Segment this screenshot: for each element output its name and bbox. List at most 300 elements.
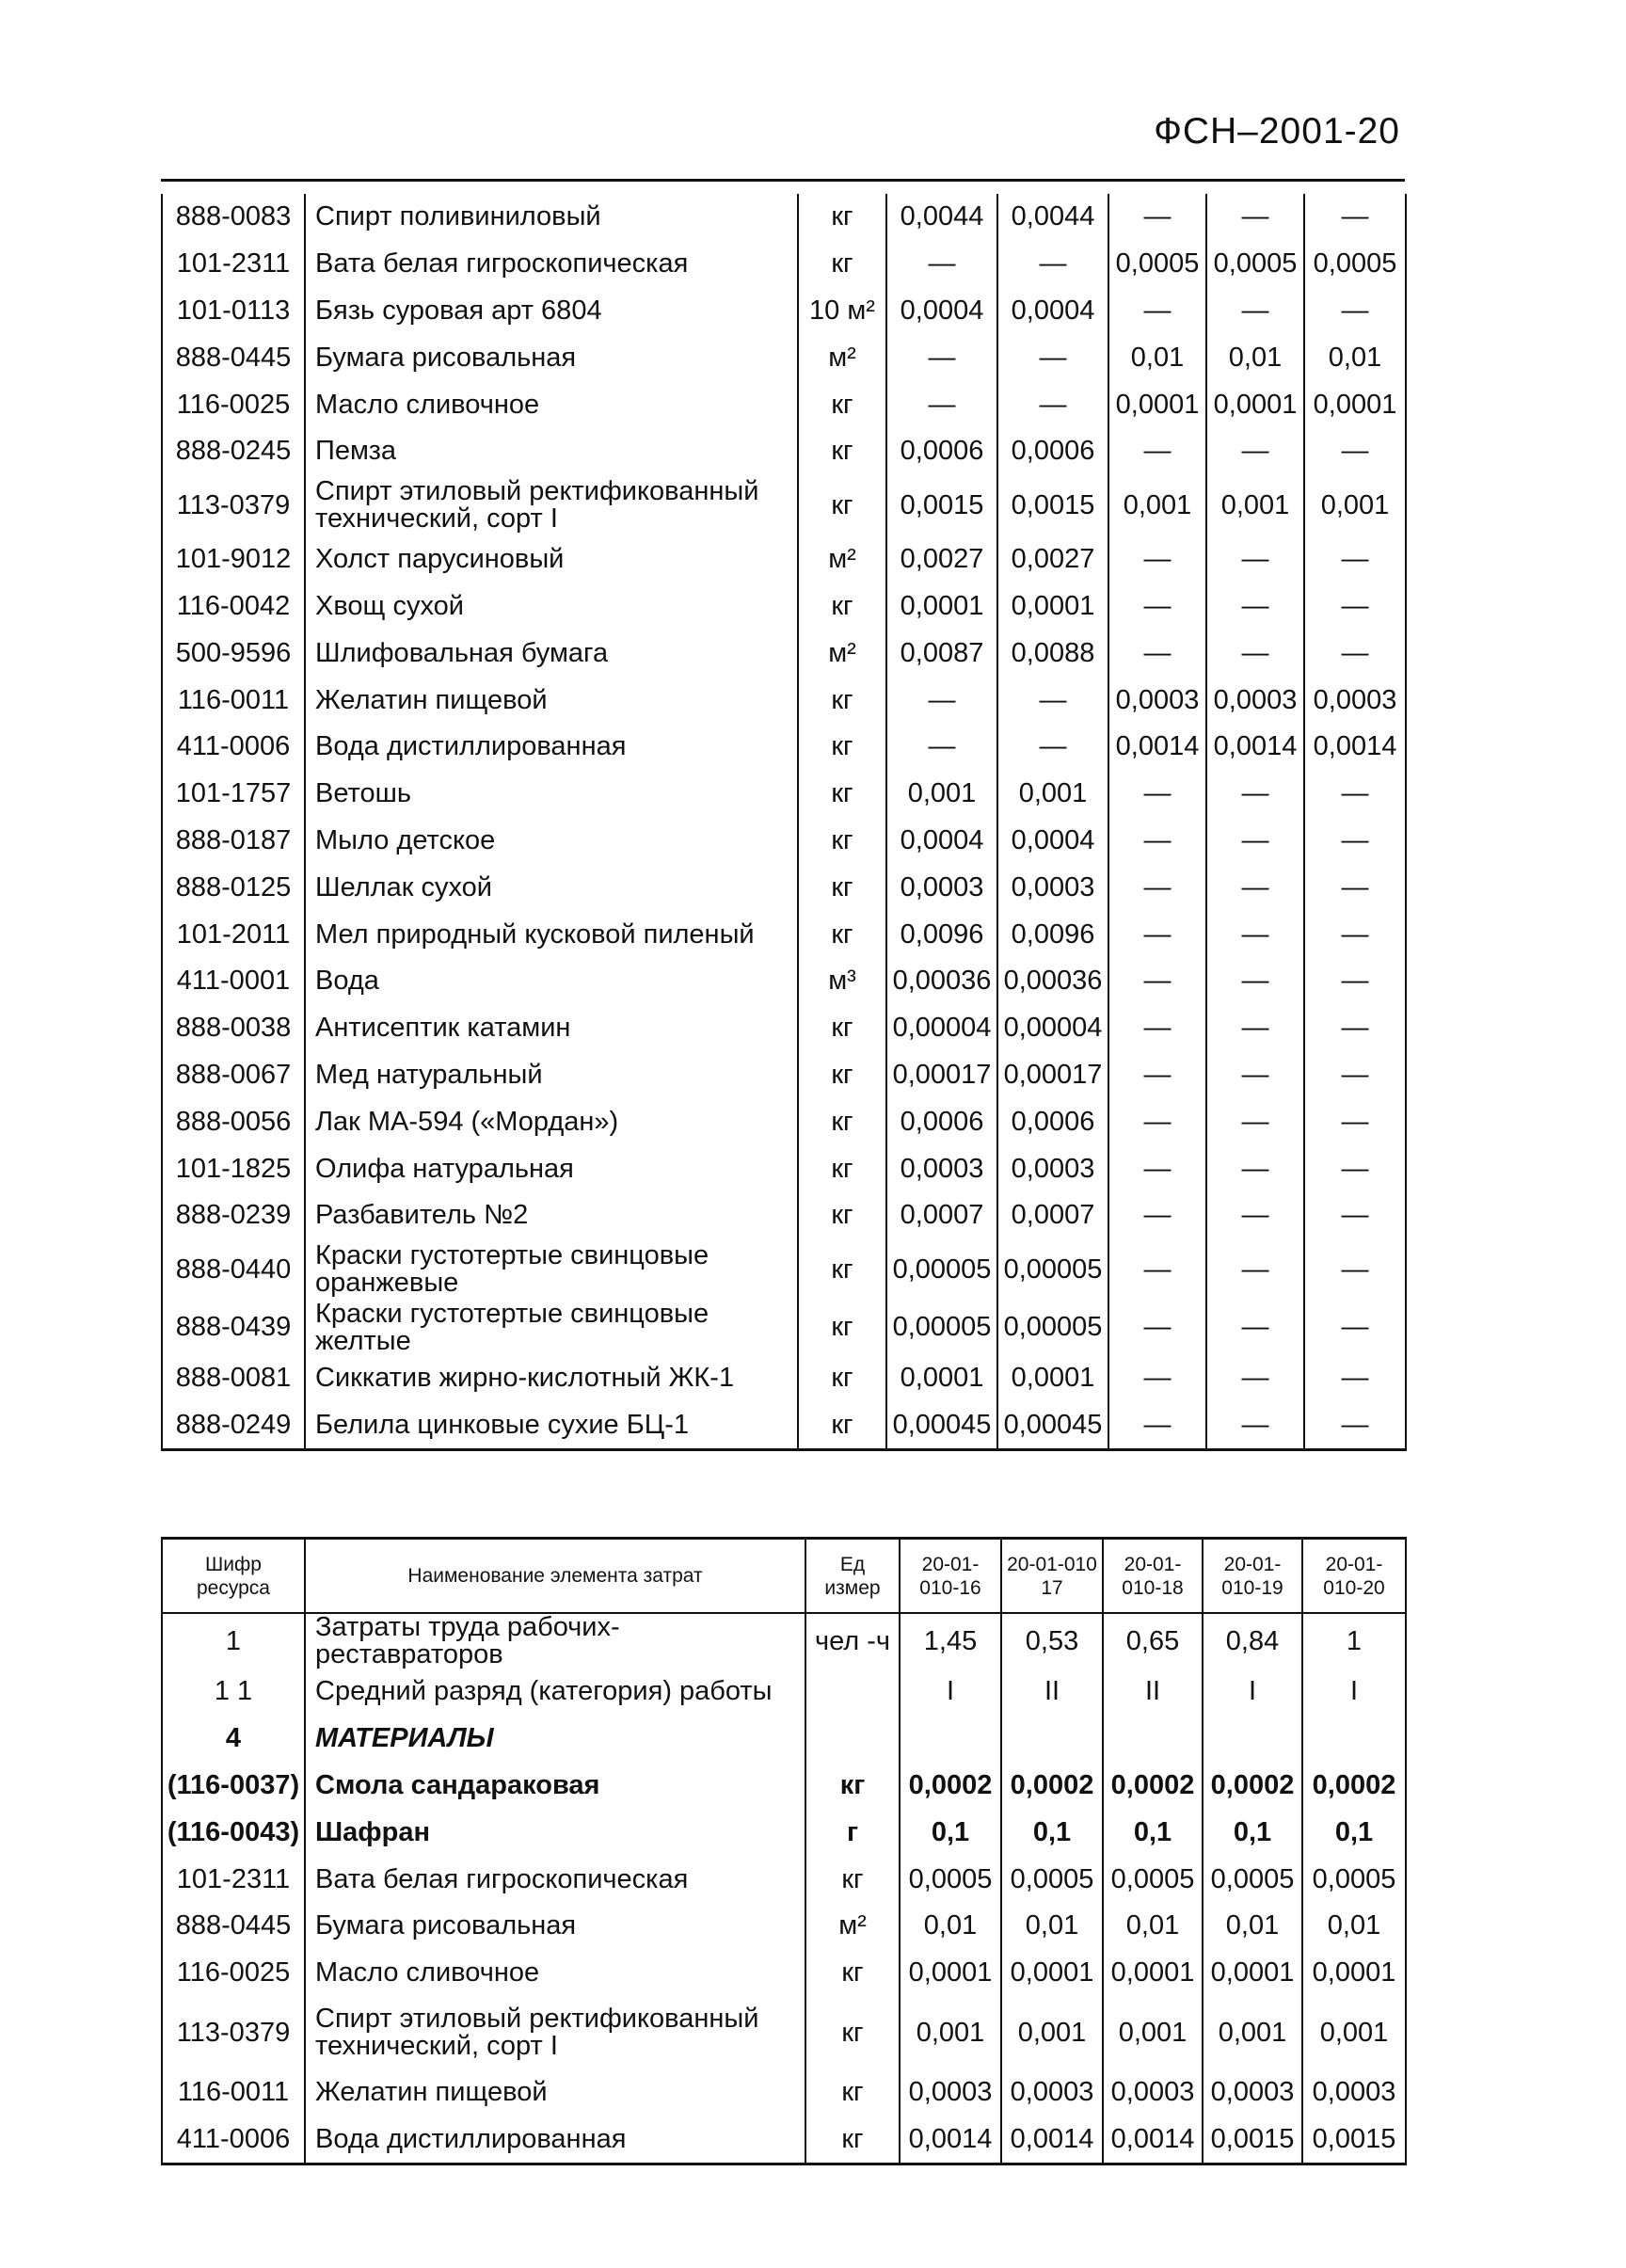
cell-code: 113-0379	[162, 1997, 305, 2069]
cell-value-2: II	[1001, 1669, 1103, 1716]
cell-value-1: 0,0003	[886, 1145, 997, 1192]
cell-unit: м³	[798, 958, 886, 1005]
cell-value-2: 0,0004	[997, 288, 1108, 335]
cell-value-2: 0,0005	[1001, 1856, 1103, 1903]
cell-value-5: —	[1304, 958, 1406, 1005]
cell-code: 888-0439	[162, 1301, 305, 1355]
cell-value-4: I	[1203, 1669, 1302, 1716]
table-row	[162, 1052, 1406, 1099]
cell-value-5: 0,001	[1304, 475, 1406, 536]
cell-code: 888-0245	[162, 428, 305, 475]
cell-value-1: 0,01	[900, 1903, 1001, 1950]
table-row	[162, 1716, 1406, 1763]
cell-value-3: 0,01	[1108, 334, 1206, 381]
table-row	[162, 724, 1406, 771]
cell-unit: кг	[798, 1005, 886, 1052]
cell-code: 101-1825	[162, 1145, 305, 1192]
cell-value-2: 0,0014	[1001, 2116, 1103, 2164]
cell-unit: м²	[805, 1903, 900, 1950]
cell-value-4: 0,0014	[1206, 724, 1304, 771]
cell-name: Разбавитель №2	[305, 1192, 798, 1239]
table-row	[162, 194, 1406, 241]
cell-name: Желатин пищевой	[305, 2069, 805, 2116]
cell-code: 411-0006	[162, 724, 305, 771]
cell-value-4: —	[1206, 536, 1304, 583]
cell-value-2: 0,00004	[997, 1005, 1108, 1052]
cell-code: (116-0037)	[162, 1763, 305, 1810]
cell-value-3: —	[1108, 1301, 1206, 1355]
cell-unit	[805, 1716, 900, 1763]
cell-value-4: 0,0003	[1206, 677, 1304, 724]
cell-name: Пемза	[305, 428, 798, 475]
cell-value-2: —	[997, 381, 1108, 428]
header-unit: Ед измер	[805, 1539, 900, 1614]
cell-value-1: 0,00045	[886, 1402, 997, 1450]
header-col-2: 20-01-010 17	[1001, 1539, 1103, 1614]
cell-name: Холст парусиновый	[305, 536, 798, 583]
cell-value-5: —	[1304, 1301, 1406, 1355]
cell-value-4: —	[1206, 1355, 1304, 1402]
cell-unit: кг	[798, 1145, 886, 1192]
cell-value-5: —	[1304, 864, 1406, 911]
cell-value-3: 0,0001	[1103, 1950, 1203, 1997]
cell-value-4: 0,0001	[1206, 381, 1304, 428]
cell-value-5: —	[1304, 428, 1406, 475]
cell-value-3: —	[1108, 771, 1206, 818]
cell-value-4: —	[1206, 1005, 1304, 1052]
table-row	[162, 2069, 1406, 2116]
cell-value-5: 0,01	[1302, 1903, 1406, 1950]
cell-value-5: —	[1304, 288, 1406, 335]
materials-table-bottom	[161, 1537, 1407, 2165]
cell-value-4	[1203, 1716, 1302, 1763]
cell-value-2: 0,00017	[997, 1052, 1108, 1099]
cell-code: 1	[162, 1613, 305, 1669]
cell-value-2: 0,0004	[997, 818, 1108, 865]
cell-value-1: 0,0005	[900, 1856, 1001, 1903]
cell-name: Шафран	[305, 1809, 805, 1856]
cell-name: Антисептик катамин	[305, 1005, 798, 1052]
cell-value-3: 0,001	[1108, 475, 1206, 536]
table-row	[162, 1950, 1406, 1997]
cell-value-4: 0,0005	[1206, 241, 1304, 288]
cell-value-5: 0,0002	[1302, 1763, 1406, 1810]
cell-value-4: 0,0002	[1203, 1763, 1302, 1810]
cell-value-2: —	[997, 677, 1108, 724]
cell-value-5: 0,0003	[1304, 677, 1406, 724]
cell-value-1: 0,0002	[900, 1763, 1001, 1810]
cell-value-5: —	[1304, 1192, 1406, 1239]
cell-value-2: 0,00005	[997, 1301, 1108, 1355]
cell-value-2: 0,0096	[997, 911, 1108, 958]
cell-unit: кг	[798, 194, 886, 241]
cell-code: 101-9012	[162, 536, 305, 583]
table-row	[162, 1402, 1406, 1450]
cell-unit: чел -ч	[805, 1613, 900, 1669]
cell-unit: кг	[798, 911, 886, 958]
cell-name: Вода дистиллированная	[305, 724, 798, 771]
cell-code: 888-0239	[162, 1192, 305, 1239]
cell-name: Бумага рисовальная	[305, 1903, 805, 1950]
cell-code: 101-2311	[162, 241, 305, 288]
cell-value-1: 0,0001	[886, 583, 997, 631]
cell-value-4: —	[1206, 1052, 1304, 1099]
cell-value-5: 0,0015	[1302, 2116, 1406, 2164]
cell-value-2: 0,00005	[997, 1239, 1108, 1301]
table-row	[162, 1903, 1406, 1950]
cell-value-5	[1302, 1716, 1406, 1763]
cell-value-1: 0,0004	[886, 288, 997, 335]
cell-value-2: —	[997, 334, 1108, 381]
header-name: Наименование элемента затрат	[305, 1539, 805, 1614]
cell-value-1: 0,0007	[886, 1192, 997, 1239]
cell-unit: кг	[805, 1997, 900, 2069]
cell-value-4: 0,0005	[1203, 1856, 1302, 1903]
cell-value-2: 0,00045	[997, 1402, 1108, 1450]
cell-code: 101-2311	[162, 1856, 305, 1903]
cell-value-4: 0,0015	[1203, 2116, 1302, 2164]
cell-value-5: —	[1304, 818, 1406, 865]
cell-value-4: —	[1206, 583, 1304, 631]
cell-code: 500-9596	[162, 630, 305, 677]
header-rule	[161, 179, 1405, 182]
cell-name: Масло сливочное	[305, 381, 798, 428]
cell-value-2: 0,0001	[997, 583, 1108, 631]
cell-code: 888-0187	[162, 818, 305, 865]
table-bottom-body	[162, 1613, 1406, 2164]
cell-value-5: 0,0001	[1304, 381, 1406, 428]
cell-value-1: 0,0096	[886, 911, 997, 958]
cell-value-2: 0,0027	[997, 536, 1108, 583]
table-row	[162, 818, 1406, 865]
cell-unit: кг	[798, 1192, 886, 1239]
table-row	[162, 536, 1406, 583]
cell-value-1: 0,0003	[886, 864, 997, 911]
cell-unit: кг	[805, 1950, 900, 1997]
cell-value-3: 0,65	[1103, 1613, 1203, 1669]
cell-value-4: 0,0001	[1203, 1950, 1302, 1997]
cell-value-2: 0,0006	[997, 428, 1108, 475]
cell-value-3: —	[1108, 1402, 1206, 1450]
cell-code: 4	[162, 1716, 305, 1763]
cell-name: Спирт этиловый ректификованный технический, сорт I	[305, 1997, 805, 2069]
cell-name: Сиккатив жирно-кислотный ЖК-1	[305, 1355, 798, 1402]
cell-unit: кг	[798, 381, 886, 428]
cell-value-3: —	[1108, 1052, 1206, 1099]
cell-value-5: —	[1304, 1052, 1406, 1099]
cell-value-1: 0,00017	[886, 1052, 997, 1099]
cell-value-2: 0,0088	[997, 630, 1108, 677]
cell-unit: м²	[798, 334, 886, 381]
table-row	[162, 334, 1406, 381]
cell-value-2: 0,0006	[997, 1098, 1108, 1145]
cell-value-5: 0,1	[1302, 1809, 1406, 1856]
cell-value-5: —	[1304, 1402, 1406, 1450]
cell-value-1	[900, 1716, 1001, 1763]
cell-value-2: —	[997, 241, 1108, 288]
cell-name: Лак МА-594 («Мордан»)	[305, 1098, 798, 1145]
table-header-row	[162, 1539, 1406, 1614]
cell-value-1: 0,0015	[886, 475, 997, 536]
cell-value-5: 0,0001	[1302, 1950, 1406, 1997]
cell-value-3: 0,0002	[1103, 1763, 1203, 1810]
cell-value-3: 0,001	[1103, 1997, 1203, 2069]
cell-value-4: 0,001	[1206, 475, 1304, 536]
cell-value-5: I	[1302, 1669, 1406, 1716]
cell-name: Мыло детское	[305, 818, 798, 865]
header-col-4: 20-01-010-19	[1203, 1539, 1302, 1614]
cell-value-1: 0,00004	[886, 1005, 997, 1052]
table-row	[162, 381, 1406, 428]
cell-value-2: 0,0001	[1001, 1950, 1103, 1997]
table-row	[162, 1856, 1406, 1903]
cell-name: Вата белая гигроскопическая	[305, 241, 798, 288]
cell-value-3: 0,1	[1103, 1809, 1203, 1856]
cell-value-5: —	[1304, 536, 1406, 583]
cell-unit: кг	[805, 1763, 900, 1810]
cell-value-4: —	[1206, 1145, 1304, 1192]
cell-name: Вода дистиллированная	[305, 2116, 805, 2164]
cell-code: 101-2011	[162, 911, 305, 958]
cell-value-4: 0,001	[1203, 1997, 1302, 2069]
cell-value-4: —	[1206, 194, 1304, 241]
cell-value-5: 0,0005	[1302, 1856, 1406, 1903]
cell-unit: кг	[798, 1402, 886, 1450]
cell-value-1: —	[886, 241, 997, 288]
cell-value-3: —	[1108, 583, 1206, 631]
cell-value-3: —	[1108, 288, 1206, 335]
table-row	[162, 1145, 1406, 1192]
cell-value-2: —	[997, 724, 1108, 771]
table-row	[162, 864, 1406, 911]
table-row	[162, 771, 1406, 818]
cell-value-1: 0,0006	[886, 1098, 997, 1145]
cell-unit: кг	[798, 864, 886, 911]
table-row	[162, 475, 1406, 536]
table-row	[162, 1669, 1406, 1716]
cell-value-5: 0,001	[1302, 1997, 1406, 2069]
cell-value-3: —	[1108, 1098, 1206, 1145]
cell-name: Вата белая гигроскопическая	[305, 1856, 805, 1903]
cell-name: Ветошь	[305, 771, 798, 818]
cell-value-2: 0,001	[997, 771, 1108, 818]
cell-unit: кг	[798, 677, 886, 724]
cell-value-2: 0,0044	[997, 194, 1108, 241]
cell-value-2: 0,1	[1001, 1809, 1103, 1856]
cell-value-1: —	[886, 677, 997, 724]
page-header-title: ФСН–2001-20	[1154, 111, 1400, 152]
table-row	[162, 583, 1406, 631]
cell-name: Бязь суровая арт 6804	[305, 288, 798, 335]
cell-value-4: 0,84	[1203, 1613, 1302, 1669]
cell-value-5: 0,0003	[1302, 2069, 1406, 2116]
cell-value-3: —	[1108, 1239, 1206, 1301]
cell-value-1: I	[900, 1669, 1001, 1716]
cell-name: Желатин пищевой	[305, 677, 798, 724]
cell-value-1: 0,0006	[886, 428, 997, 475]
cell-value-2: 0,0007	[997, 1192, 1108, 1239]
cell-unit: кг	[798, 1052, 886, 1099]
cell-value-3	[1103, 1716, 1203, 1763]
cell-value-4: 0,01	[1206, 334, 1304, 381]
cell-code: 888-0067	[162, 1052, 305, 1099]
table-row	[162, 1355, 1406, 1402]
table-row	[162, 1098, 1406, 1145]
table-top-body	[162, 194, 1406, 1450]
cell-unit: м²	[798, 536, 886, 583]
cell-unit: г	[805, 1809, 900, 1856]
cell-code: 116-0011	[162, 677, 305, 724]
cell-value-3: —	[1108, 630, 1206, 677]
cell-value-4: —	[1206, 1301, 1304, 1355]
cell-value-5: —	[1304, 1239, 1406, 1301]
cell-unit: кг	[798, 1098, 886, 1145]
cell-value-5: —	[1304, 1098, 1406, 1145]
cell-value-1: 0,0087	[886, 630, 997, 677]
cell-value-4: —	[1206, 818, 1304, 865]
cell-value-3: 0,0005	[1108, 241, 1206, 288]
cell-code: 411-0006	[162, 2116, 305, 2164]
cell-value-1: 0,0027	[886, 536, 997, 583]
cell-code: 888-0445	[162, 1903, 305, 1950]
cell-value-3: —	[1108, 911, 1206, 958]
cell-code: 888-0056	[162, 1098, 305, 1145]
cell-value-3: —	[1108, 818, 1206, 865]
cell-name: Затраты труда рабочих-реставраторов	[305, 1613, 805, 1669]
cell-value-1: 0,00036	[886, 958, 997, 1005]
cell-name: Хвощ сухой	[305, 583, 798, 631]
cell-value-3: —	[1108, 1192, 1206, 1239]
cell-value-3: II	[1103, 1669, 1203, 1716]
cell-code: 116-0011	[162, 2069, 305, 2116]
cell-code: 1 1	[162, 1669, 305, 1716]
cell-name: Масло сливочное	[305, 1950, 805, 1997]
cell-unit: кг	[798, 1355, 886, 1402]
cell-value-3: —	[1108, 1355, 1206, 1402]
cell-code: 116-0025	[162, 1950, 305, 1997]
cell-unit	[805, 1669, 900, 1716]
cell-value-4: —	[1206, 1239, 1304, 1301]
cell-value-2: 0,0003	[997, 1145, 1108, 1192]
cell-value-3: —	[1108, 1145, 1206, 1192]
cell-value-2	[1001, 1716, 1103, 1763]
cell-value-3: 0,0001	[1108, 381, 1206, 428]
cell-name: Мед натуральный	[305, 1052, 798, 1099]
cell-value-4: —	[1206, 1192, 1304, 1239]
cell-value-1: 0,1	[900, 1809, 1001, 1856]
cell-name: Средний разряд (категория) работы	[305, 1669, 805, 1716]
cell-name: МАТЕРИАЛЫ	[305, 1716, 805, 1763]
cell-unit: кг	[798, 1301, 886, 1355]
table-row	[162, 1763, 1406, 1810]
cell-value-3: —	[1108, 864, 1206, 911]
cell-value-3: —	[1108, 428, 1206, 475]
cell-code: 888-0125	[162, 864, 305, 911]
cell-unit: кг	[798, 241, 886, 288]
table-row	[162, 677, 1406, 724]
table-row	[162, 1239, 1406, 1301]
cell-value-3: 0,0014	[1103, 2116, 1203, 2164]
cell-value-5: —	[1304, 1145, 1406, 1192]
cell-code: 101-0113	[162, 288, 305, 335]
cell-value-2: 0,00036	[997, 958, 1108, 1005]
cell-value-1: 0,0003	[900, 2069, 1001, 2116]
cell-value-5: —	[1304, 630, 1406, 677]
cell-unit: кг	[798, 475, 886, 536]
cell-unit: кг	[805, 1856, 900, 1903]
cell-value-5: —	[1304, 583, 1406, 631]
header-col-3: 20-01-010-18	[1103, 1539, 1203, 1614]
cell-value-4: —	[1206, 630, 1304, 677]
cell-value-1: 0,0004	[886, 818, 997, 865]
cell-value-4: 0,1	[1203, 1809, 1302, 1856]
cell-value-4: —	[1206, 771, 1304, 818]
cell-value-2: 0,001	[1001, 1997, 1103, 2069]
cell-unit: кг	[805, 2069, 900, 2116]
cell-value-2: 0,01	[1001, 1903, 1103, 1950]
cell-code: 888-0445	[162, 334, 305, 381]
cell-value-4: 0,0003	[1203, 2069, 1302, 2116]
table-row	[162, 1301, 1406, 1355]
cell-value-4: —	[1206, 911, 1304, 958]
cell-value-5: —	[1304, 1355, 1406, 1402]
cell-code: 101-1757	[162, 771, 305, 818]
cell-code: 888-0083	[162, 194, 305, 241]
cell-value-5: 0,01	[1304, 334, 1406, 381]
table-row	[162, 1192, 1406, 1239]
cell-value-3: 0,0005	[1103, 1856, 1203, 1903]
table-row	[162, 1997, 1406, 2069]
table-row	[162, 288, 1406, 335]
cell-code: 411-0001	[162, 958, 305, 1005]
cell-value-4: —	[1206, 864, 1304, 911]
cell-value-1: 0,0014	[900, 2116, 1001, 2164]
cell-code: 888-0081	[162, 1355, 305, 1402]
table-row	[162, 958, 1406, 1005]
cell-name: Краски густотертые свинцовые желтые	[305, 1301, 798, 1355]
cell-value-5: —	[1304, 194, 1406, 241]
cell-code: 113-0379	[162, 475, 305, 536]
cell-value-1: —	[886, 724, 997, 771]
cell-value-2: 0,0003	[997, 864, 1108, 911]
table-row	[162, 241, 1406, 288]
table-row	[162, 2116, 1406, 2164]
cell-value-4: —	[1206, 428, 1304, 475]
cell-name: Шеллак сухой	[305, 864, 798, 911]
cell-code: 116-0042	[162, 583, 305, 631]
cell-value-5: 1	[1302, 1613, 1406, 1669]
cell-name: Краски густотертые свинцовые оранжевые	[305, 1239, 798, 1301]
materials-table-top	[161, 194, 1407, 1451]
cell-value-2: 0,0002	[1001, 1763, 1103, 1810]
cell-value-1: —	[886, 334, 997, 381]
cell-value-4: —	[1206, 288, 1304, 335]
cell-unit: 10 м²	[798, 288, 886, 335]
cell-value-3: —	[1108, 958, 1206, 1005]
cell-name: Вода	[305, 958, 798, 1005]
cell-value-1: 0,0001	[900, 1950, 1001, 1997]
cell-value-2: 0,53	[1001, 1613, 1103, 1669]
cell-value-1: 0,0044	[886, 194, 997, 241]
cell-value-2: 0,0003	[1001, 2069, 1103, 2116]
table-row	[162, 911, 1406, 958]
table-row	[162, 1005, 1406, 1052]
cell-unit: кг	[798, 1239, 886, 1301]
table-row	[162, 428, 1406, 475]
cell-name: Бумага рисовальная	[305, 334, 798, 381]
cell-value-1: 0,0001	[886, 1355, 997, 1402]
cell-value-3: —	[1108, 1005, 1206, 1052]
